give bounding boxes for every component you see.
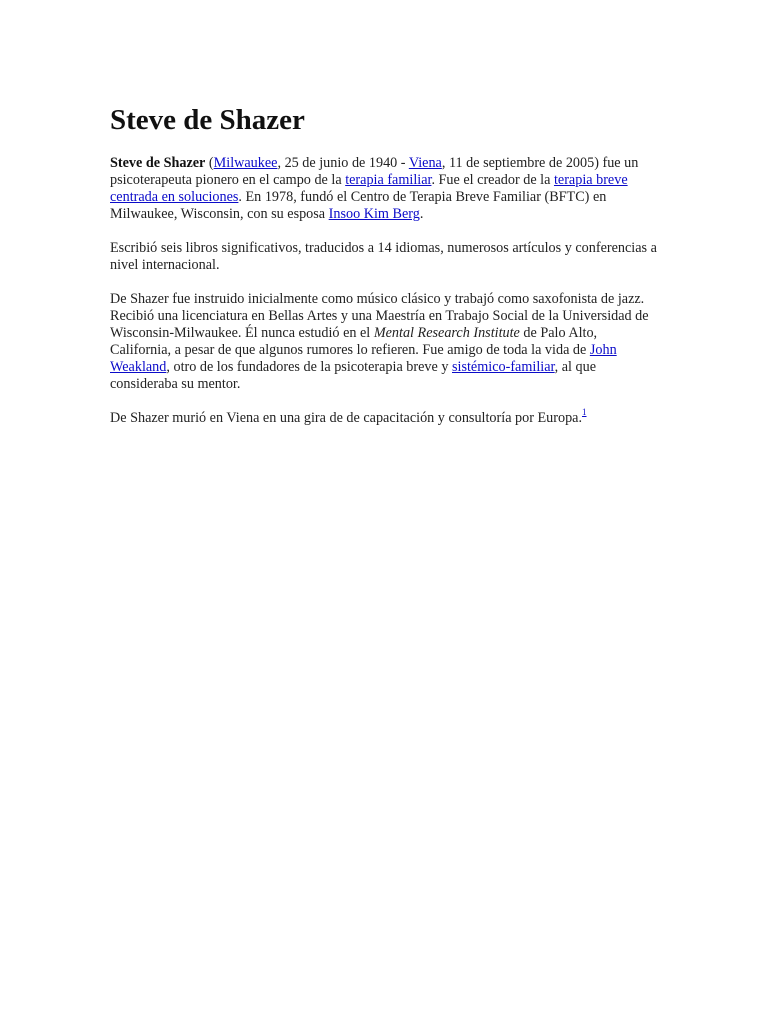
text-run: (: [205, 155, 214, 171]
career-paragraph: [110, 291, 660, 393]
link-viena[interactable]: Viena: [408, 155, 442, 171]
text-run: , al que consideraba su mentor.: [110, 359, 597, 392]
text-run: De Shazer murió en Viena en una gira de de capacitación y consultoría por Europa.: [110, 410, 583, 426]
link-john-weakland[interactable]: John Weakland: [110, 342, 617, 375]
text-run: , otro de los fundadores de la psicoterapia breve y: [166, 359, 452, 375]
institute-name: Mental Research Institute: [373, 325, 520, 341]
text-run: .: [419, 206, 424, 222]
text-run: de Palo Alto, California, a pesar de que algunos rumores lo refieren. Fue amigo de toda la vida de: [110, 325, 598, 358]
text-run: , 11 de septiembre de 2005) fue un psicoterapeuta pionero en el campo de la: [110, 155, 639, 188]
link-terapia-breve[interactable]: terapia breve centrada en soluciones: [110, 172, 628, 205]
intro-paragraph: [110, 155, 660, 223]
death-paragraph: [110, 407, 660, 427]
article: [110, 100, 660, 444]
text-run: , 25 de junio de 1940 -: [277, 155, 409, 171]
page-title: Steve de Shazer: [110, 104, 305, 136]
text-run: De Shazer fue instruido inicialmente como músico clásico y trabajó como saxofonista de jazz. Recibió una licenciatura en Bellas Artes y una Maestría en Trabajo Social de la Universidad de Wisconsin-Milwaukee. Él nunca estudió en el: [110, 291, 649, 341]
text-run: . En 1978, fundó el Centro de Terapia Breve Familiar (BFTC) en Milwaukee, Wisconsin, con su esposa: [110, 189, 607, 222]
link-terapia-familiar[interactable]: terapia familiar: [345, 172, 432, 188]
link-insoo-kim-berg[interactable]: Insoo Kim Berg: [328, 206, 420, 222]
subject-name: Steve de Shazer: [110, 155, 206, 171]
text-run: . Fue el creador de la: [431, 172, 554, 188]
footnote-link[interactable]: 1: [582, 407, 587, 417]
link-milwaukee[interactable]: Milwaukee: [213, 155, 278, 171]
books-paragraph: Escribió seis libros significativos, traducidos a 14 idiomas, numerosos artículos y conferencias a nivel internacional.: [110, 240, 657, 273]
link-sistemico-familiar[interactable]: sistémico-familiar: [452, 359, 555, 375]
